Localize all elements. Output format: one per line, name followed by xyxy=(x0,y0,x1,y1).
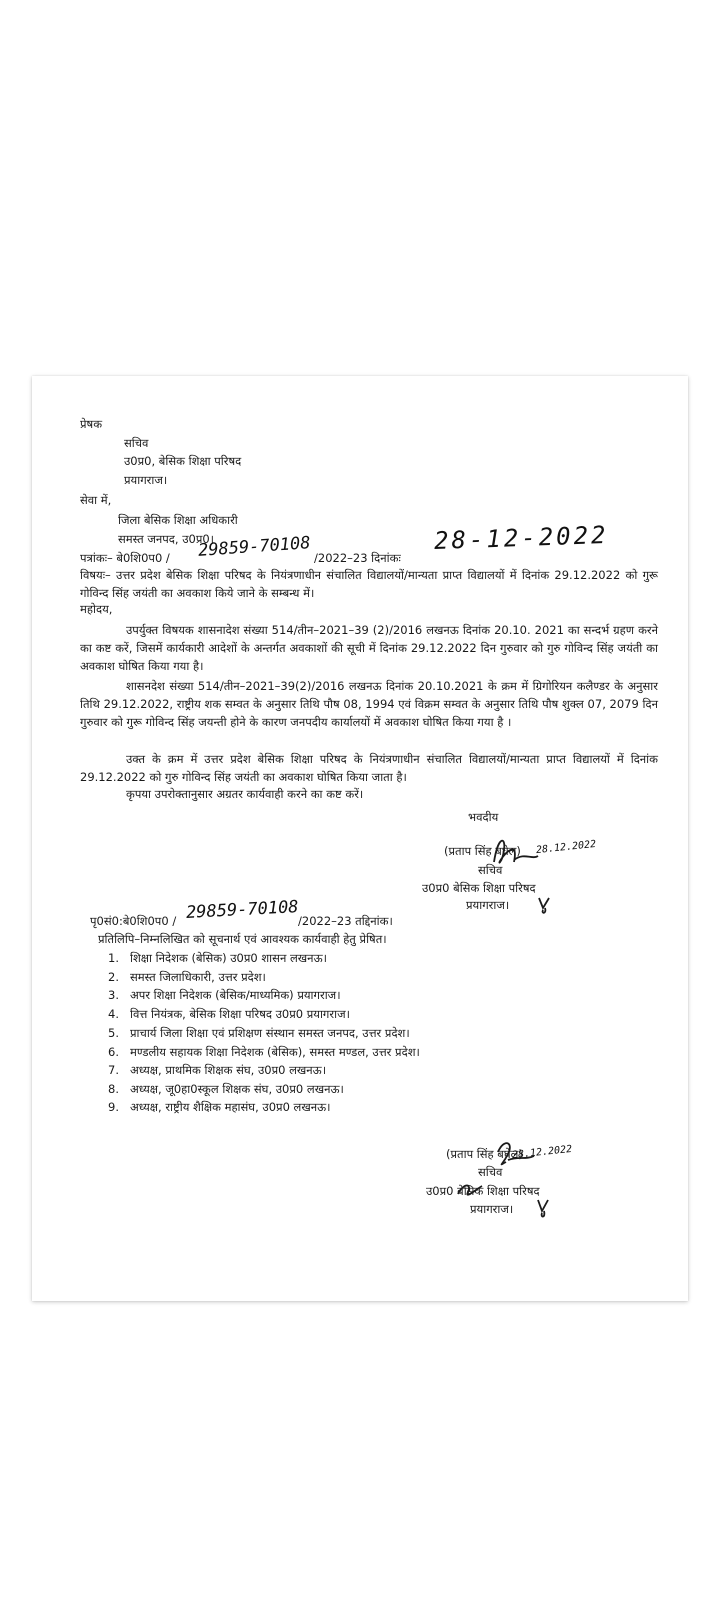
paragraph-2: शासनदेश संख्या 514/तीन–2021–39(2)/2016 लखनऊ दिनांक 20.10.2021 के क्रम में ग्रिगोरियन कलैण्डर के अनुसार तिथि 29.12.2022, राष्ट्रीय शक सम्वत के अनुसार तिथि पौष 08, 1994 एवं विक्रम सम्वत के अनुसार तिथि पौष शुक्ल 07, 2079 दिन गुरुवार को गुरू गोविन्द सिंह जयन्ती होने के कारण जनपदीय कार्यालयों में अवकाश घोषित किया गया है । xyxy=(80,679,658,729)
list-item: 2. समस्त जिलाधिकारी, उत्तर प्रदेश। xyxy=(108,970,266,984)
signatory-designation: सचिव xyxy=(478,863,503,877)
sender-org: उ0प्र0, बेसिक शिक्षा परिषद xyxy=(124,454,242,468)
ref-number-handwritten: 29859-70108 xyxy=(197,533,312,561)
copy-signatory-place: प्रयागराज। xyxy=(470,1202,514,1216)
subject: विषयः– उत्तर प्रदेश बेसिक शिक्षा परिषद के नियंत्रणाधीन संचालित विद्यालयों/मान्यता प्राप्त विद्यालयों में दिनांक 29.12.2022 को गुरू गोविन्द सिंह जयंती का अवकाश किये जाने के सम्बन्ध में। xyxy=(80,568,658,600)
paragraph-1: उपर्युक्त विषयक शासनादेश संख्या 514/तीन–2021–39 (2)/2016 लखनऊ दिनांक 20.10. 2021 का सन्दर्भ ग्रहण करने का कष्ट करें, जिसमें कार्यकारी आदेशों के अन्तर्गत अवकाशों की सूची में दिनांक 29.12.2022 दिन गुरुवार को गुरु गोविन्द सिंह जयंती का अवकाश घोषित किया गया है। xyxy=(80,623,658,673)
paragraph-3: उक्त के क्रम में उत्तर प्रदेश बेसिक शिक्षा परिषद के नियंत्रणाधीन संचालित विद्यालयों/मान्यता प्राप्त विद्यालयों में दिनांक 29.12.2022 को गुरु गोविन्द सिंह जयंती का अवकाश घोषित किया जाता है। xyxy=(80,752,658,784)
letter-page xyxy=(32,376,688,1301)
list-item: 1. शिक्षा निदेशक (बेसिक) उ0प्र0 शासन लखनऊ। xyxy=(108,951,327,965)
paragraph-4: कृपया उपरोक्तानुसार अग्रतर कार्यवाही करने का कष्ट करें। xyxy=(126,787,364,801)
signature-date-handwritten: 28.12.2022 xyxy=(535,838,597,857)
to-label: सेवा में, xyxy=(80,493,112,507)
list-item: 6. मण्डलीय सहायक शिक्षा निदेशक (बेसिक), समस्त मण्डल, उत्तर प्रदेश। xyxy=(108,1045,420,1059)
ref-prefix: पत्रांकः– बे0शि0प0 / xyxy=(80,551,170,565)
sender-label: प्रेषक xyxy=(80,417,103,431)
signatory-org: उ0प्र0 बेसिक शिक्षा परिषद xyxy=(422,881,536,895)
list-item: 9. अध्यक्ष, राष्ट्रीय शैक्षिक महासंघ, उ0प्र0 लखनऊ। xyxy=(108,1100,331,1114)
sender-place: प्रयागराज। xyxy=(124,473,168,487)
copy-ref-number-handwritten: 29859-70108 xyxy=(185,897,300,923)
copy-ref-suffix: /2022–23 तद्दिनांक। xyxy=(298,914,393,928)
list-item: 5. प्राचार्य जिला शिक्षा एवं प्रशिक्षण संस्थान समस्त जनपद, उत्तर प्रदेश। xyxy=(108,1026,410,1040)
copy-ref-prefix: पृ0सं0:बे0शि0प0 / xyxy=(90,914,177,928)
closing: भवदीय xyxy=(468,810,499,824)
copy-initials-mark xyxy=(534,1196,554,1220)
date-handwritten: 28-12-2022 xyxy=(433,520,609,556)
list-item: 3. अपर शिक्षा निदेशक (बेसिक/माध्यमिक) प्रयागराज। xyxy=(108,988,341,1002)
salutation: महोदय, xyxy=(80,602,113,616)
ref-suffix: /2022–23 दिनांकः xyxy=(314,551,401,565)
signatory-place: प्रयागराज। xyxy=(466,898,510,912)
initials-mark xyxy=(535,894,555,916)
copy-signatory-org: उ0प्र0 बेसिक शिक्षा परिषद xyxy=(426,1184,540,1198)
sender-designation: सचिव xyxy=(124,436,149,450)
copy-intro: प्रतिलिपि–निम्नलिखित को सूचनार्थ एवं आवश्यक कार्यवाही हेतु प्रेषित। xyxy=(98,932,387,946)
copy-signature-date-handwritten: 28.12.2022 xyxy=(511,1143,573,1162)
recipient-designation: जिला बेसिक शिक्षा अधिकारी xyxy=(118,513,238,527)
signatory-name: (प्रताप सिंह बघेल) xyxy=(444,844,521,858)
copy-signatory-designation: सचिव xyxy=(478,1165,503,1179)
list-item: 8. अध्यक्ष, जू0हा0स्कूल शिक्षक संघ, उ0प्र0 लखनऊ। xyxy=(108,1082,344,1096)
list-item: 7. अध्यक्ष, प्राथमिक शिक्षक संघ, उ0प्र0 लखनऊ। xyxy=(108,1063,327,1077)
list-item: 4. वित्त नियंत्रक, बेसिक शिक्षा परिषद उ0प्र0 प्रयागराज। xyxy=(108,1007,350,1021)
copy-signatory-name: (प्रताप सिंह बघेल) xyxy=(446,1147,523,1161)
recipient-place: समस्त जनपद, उ0प्र0। xyxy=(118,532,215,546)
